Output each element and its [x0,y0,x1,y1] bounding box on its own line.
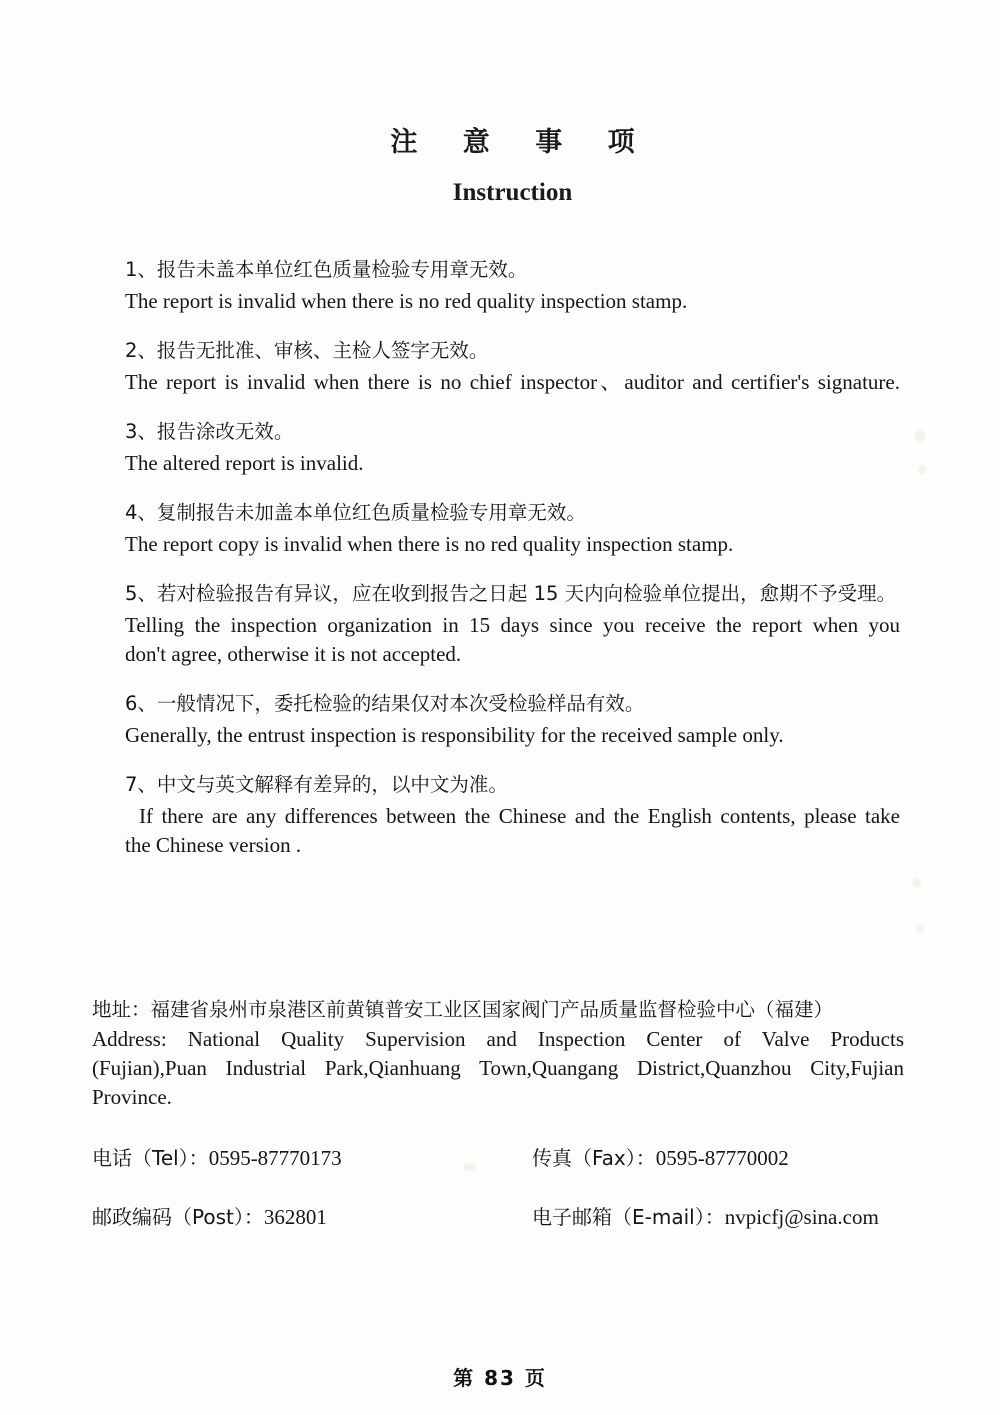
instruction-item-7-chinese: 7、中文与英文解释有差异的，以中文为准。 [125,773,508,796]
instruction-item-5 [125,579,900,669]
paper-smudge [916,925,924,934]
paper-smudge [912,878,921,888]
fax-value: 0595-87770002 [655,1146,789,1170]
instruction-item-5-english-line2: don't agree, otherwise it is not accepted. [125,642,462,666]
instruction-item-3 [125,417,900,478]
telephone-label: 电话（Tel）： [92,1146,209,1170]
postcode-value: 362801 [263,1205,327,1229]
contact-row-phone [92,1142,904,1171]
instruction-item-4-english: The report copy is invalid when there is no red quality inspection stamp. [125,532,734,556]
page-number: 第 83 页 [453,1366,547,1390]
instruction-item-6-chinese: 6、一般情况下，委托检验的结果仅对本次受检验样品有效。 [125,692,645,715]
instruction-item-7 [125,770,900,860]
paper-smudge [915,430,925,442]
instruction-item-3-english: The altered report is invalid. [125,451,364,475]
email-label: 电子邮箱（E-mail）： [532,1205,725,1229]
instruction-item-2 [125,336,900,397]
instruction-item-1-english: The report is invalid when there is no red quality inspection stamp. [125,289,688,313]
instruction-item-5-chinese: 5、若对检验报告有异议，应在收到报告之日起 15 天内向检验单位提出，愈期不予受理。 [125,582,897,605]
address-chinese: 地址：福建省泉州市泉港区前黄镇普安工业区国家阀门产品质量监督检验中心（福建） [92,998,834,1021]
address-english-line1: Address: National Quality Supervision and Inspection Center of Valve Products [92,1027,904,1051]
paper-smudge [918,465,926,474]
page-title-english: Instruction [452,179,573,206]
instruction-item-6 [125,689,900,750]
email-value: nvpicfj@sina.com [724,1205,879,1229]
instruction-item-2-chinese: 2、报告无批准、审核、主检人签字无效。 [125,339,489,362]
fax-label: 传真（Fax）： [532,1146,656,1170]
instruction-item-2-english: The report is invalid when there is no chief inspector、auditor and certifier's signature. [125,370,900,394]
instruction-item-6-english: Generally, the entrust inspection is responsibility for the received sample only. [125,723,784,747]
address-english-line3: Province. [92,1085,172,1109]
address-english [92,1025,904,1112]
telephone-entry [92,1142,532,1171]
address-english-line2: (Fujian),Puan Industrial Park,Qianhuang Town,Quangang District,Quanzhou City,Fujian [92,1056,904,1080]
instruction-item-4-chinese: 4、复制报告未加盖本单位红色质量检验专用章无效。 [125,501,586,524]
instruction-item-3-chinese: 3、报告涂改无效。 [125,420,294,443]
page-title-chinese: 注 意 事 项 [390,127,653,158]
telephone-value: 0595-87770173 [208,1146,342,1170]
postcode-entry [92,1201,532,1230]
postcode-label: 邮政编码（Post）： [92,1205,264,1229]
instruction-item-5-english-line1: Telling the inspection organization in 15 days since you receive the report when you [125,613,900,637]
footer-contact-block [92,995,904,1230]
instruction-item-1-chinese: 1、报告未盖本单位红色质量检验专用章无效。 [125,258,528,281]
instruction-item-7-english-line1: If there are any differences between the Chinese and the English contents, please take [139,804,900,828]
fax-entry [532,1142,904,1171]
email-entry [532,1201,904,1230]
instruction-item-4 [125,498,900,559]
instruction-item-1 [125,255,900,316]
instruction-item-7-english-line2: the Chinese version . [125,833,302,857]
contact-row-post [92,1201,904,1230]
instruction-content [125,120,900,880]
